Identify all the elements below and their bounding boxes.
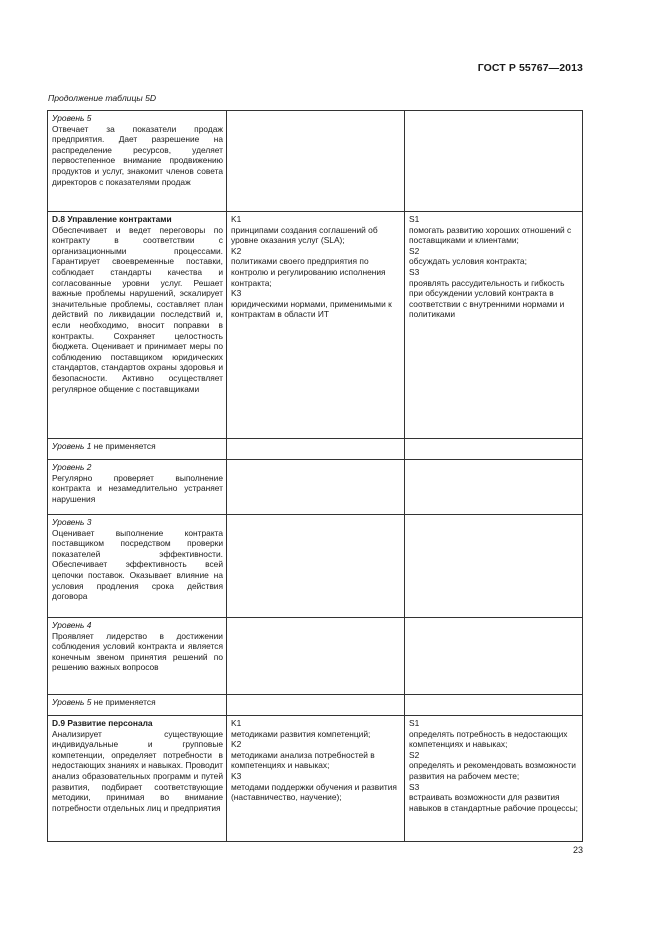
skills-cell <box>405 716 583 842</box>
competence-title: D.9 Развитие персонала <box>52 718 153 728</box>
competence-table <box>47 110 583 842</box>
skills-cell <box>405 618 583 695</box>
skill-item: определять потребность в недостающих компетенциях и навыках; <box>409 728 568 750</box>
skill-code: S2 <box>409 245 420 256</box>
skills-cell <box>405 212 583 439</box>
knowledge-code: K2 <box>231 245 242 256</box>
skills-cell <box>405 439 583 460</box>
knowledge-item: методами поддержки обучения и развития (наставничество, научение); <box>231 781 397 803</box>
level-label: Уровень 2 <box>52 462 92 472</box>
table-continuation-caption: Продолжение таблицы 5D <box>48 93 157 103</box>
knowledge-code: K1 <box>231 214 242 224</box>
skill-item: обсуждать условия контракта; <box>409 256 527 267</box>
knowledge-code: K3 <box>231 288 242 299</box>
description-cell <box>48 716 227 842</box>
skill-item: встраивать возможности для развития навыков в стандартные рабочие процессы; <box>409 792 578 813</box>
skill-code: S1 <box>409 718 420 728</box>
competence-title: D.8 Управление контрактами <box>52 214 172 224</box>
table-row <box>48 716 583 842</box>
skill-item: помогать развитию хороших отношений с поставщиками и клиентами; <box>409 224 572 246</box>
level-note: не применяется <box>91 441 156 451</box>
skills-cell <box>405 695 583 716</box>
description-cell <box>48 439 227 460</box>
knowledge-code: K2 <box>231 739 242 750</box>
knowledge-cell <box>227 212 405 439</box>
level-label: Уровень 4 <box>52 620 92 630</box>
level-description: Отвечает за показатели продаж предприятия. Дает разрешение на распределение ресурсов, уделяет первостепенное внимание продвижению продуктов и услуг, знакомит членов совета директоров с показателями продаж <box>52 123 223 187</box>
knowledge-item: принципами создания соглашений об уровне оказания услуг (SLA); <box>231 224 378 246</box>
skill-item: определять и рекомендовать возможности развития на рабочем месте; <box>409 760 576 781</box>
level-description: Проявляет лидерство в достижении соблюдения условий контракта и является конечным звеном принятия решений по решению важных вопросов <box>52 630 223 673</box>
level-label: Уровень 5 <box>52 697 92 707</box>
table-row <box>48 695 583 716</box>
table-row <box>48 460 583 515</box>
knowledge-item: методиками развития компетенций; <box>231 728 371 739</box>
competence-description: Обеспечивает и ведет переговоры по контракту в соответствии с организационными процессами. Гарантирует своевременные поставки, соблюдает стандарты качества и согласованные уровни услуг. Решает важные проблемы нарушений, эскалирует значительные проблемы, составляет план действий по ликвидации последствий и, если необходимо, вносит поправки в контракты. Сохраняет целостность бюджета. Оценивает и принимает меры по соблюдению поставщиком юридических стандартов, стандартов охраны здоровья и безопасности. Активно осуществляет регулярное общение с поставщиками <box>52 224 223 394</box>
knowledge-cell <box>227 695 405 716</box>
knowledge-code: K1 <box>231 718 242 728</box>
skill-code: S1 <box>409 214 420 224</box>
skills-cell <box>405 111 583 212</box>
knowledge-cell <box>227 439 405 460</box>
level-label: Уровень 5 <box>52 113 92 123</box>
table-row <box>48 439 583 460</box>
level-note: не применяется <box>91 697 156 707</box>
level-description: Регулярно проверяет выполнение контракта и незамедлительно устраняет нарушения <box>52 472 223 504</box>
knowledge-cell <box>227 618 405 695</box>
description-cell <box>48 515 227 618</box>
description-cell <box>48 212 227 439</box>
skill-code: S3 <box>409 266 420 277</box>
competence-description: Анализирует существующие индивидуальные и групповые компетенции, определяет потребности в недостающих знаниях и навыках. Проводит анализ образовательных программ и путей развития, подбирает соответствующие методики, принимая во внимание потребности отдельных лиц и предприятия <box>52 728 223 813</box>
description-cell <box>48 695 227 716</box>
standard-number: ГОСТ Р 55767—2013 <box>477 62 583 74</box>
table-row <box>48 515 583 618</box>
description-cell <box>48 111 227 212</box>
description-cell <box>48 618 227 695</box>
knowledge-cell <box>227 460 405 515</box>
knowledge-code: K3 <box>231 770 242 781</box>
skill-code: S2 <box>409 749 420 760</box>
table-row <box>48 618 583 695</box>
skill-code: S3 <box>409 781 420 792</box>
description-cell <box>48 460 227 515</box>
knowledge-item: юридическими нормами, применимыми к контрактам в области ИТ <box>231 298 392 320</box>
knowledge-item: политиками своего предприятия по контролю и регулированию исполнения контракта; <box>231 256 386 288</box>
knowledge-cell <box>227 515 405 618</box>
skills-cell <box>405 460 583 515</box>
skills-cell <box>405 515 583 618</box>
knowledge-cell <box>227 716 405 842</box>
table-row <box>48 111 583 212</box>
knowledge-cell <box>227 111 405 212</box>
table-row <box>48 212 583 439</box>
level-label: Уровень 1 <box>52 441 92 451</box>
level-description: Оценивает выполнение контракта поставщиком посредством проверки показателей эффективности. Обеспечивает эффективность всей цепочки поставок. Оказывает влияние на условия продления срока действия договора <box>52 527 223 602</box>
knowledge-item: методиками анализа потребностей в компетенциях и навыках; <box>231 749 375 771</box>
page-number: 23 <box>572 845 583 855</box>
level-label: Уровень 3 <box>52 517 92 527</box>
skill-item: проявлять рассудительность и гибкость при обсуждении условий контракта в соответствии с внутренними нормами и политиками <box>409 277 565 320</box>
